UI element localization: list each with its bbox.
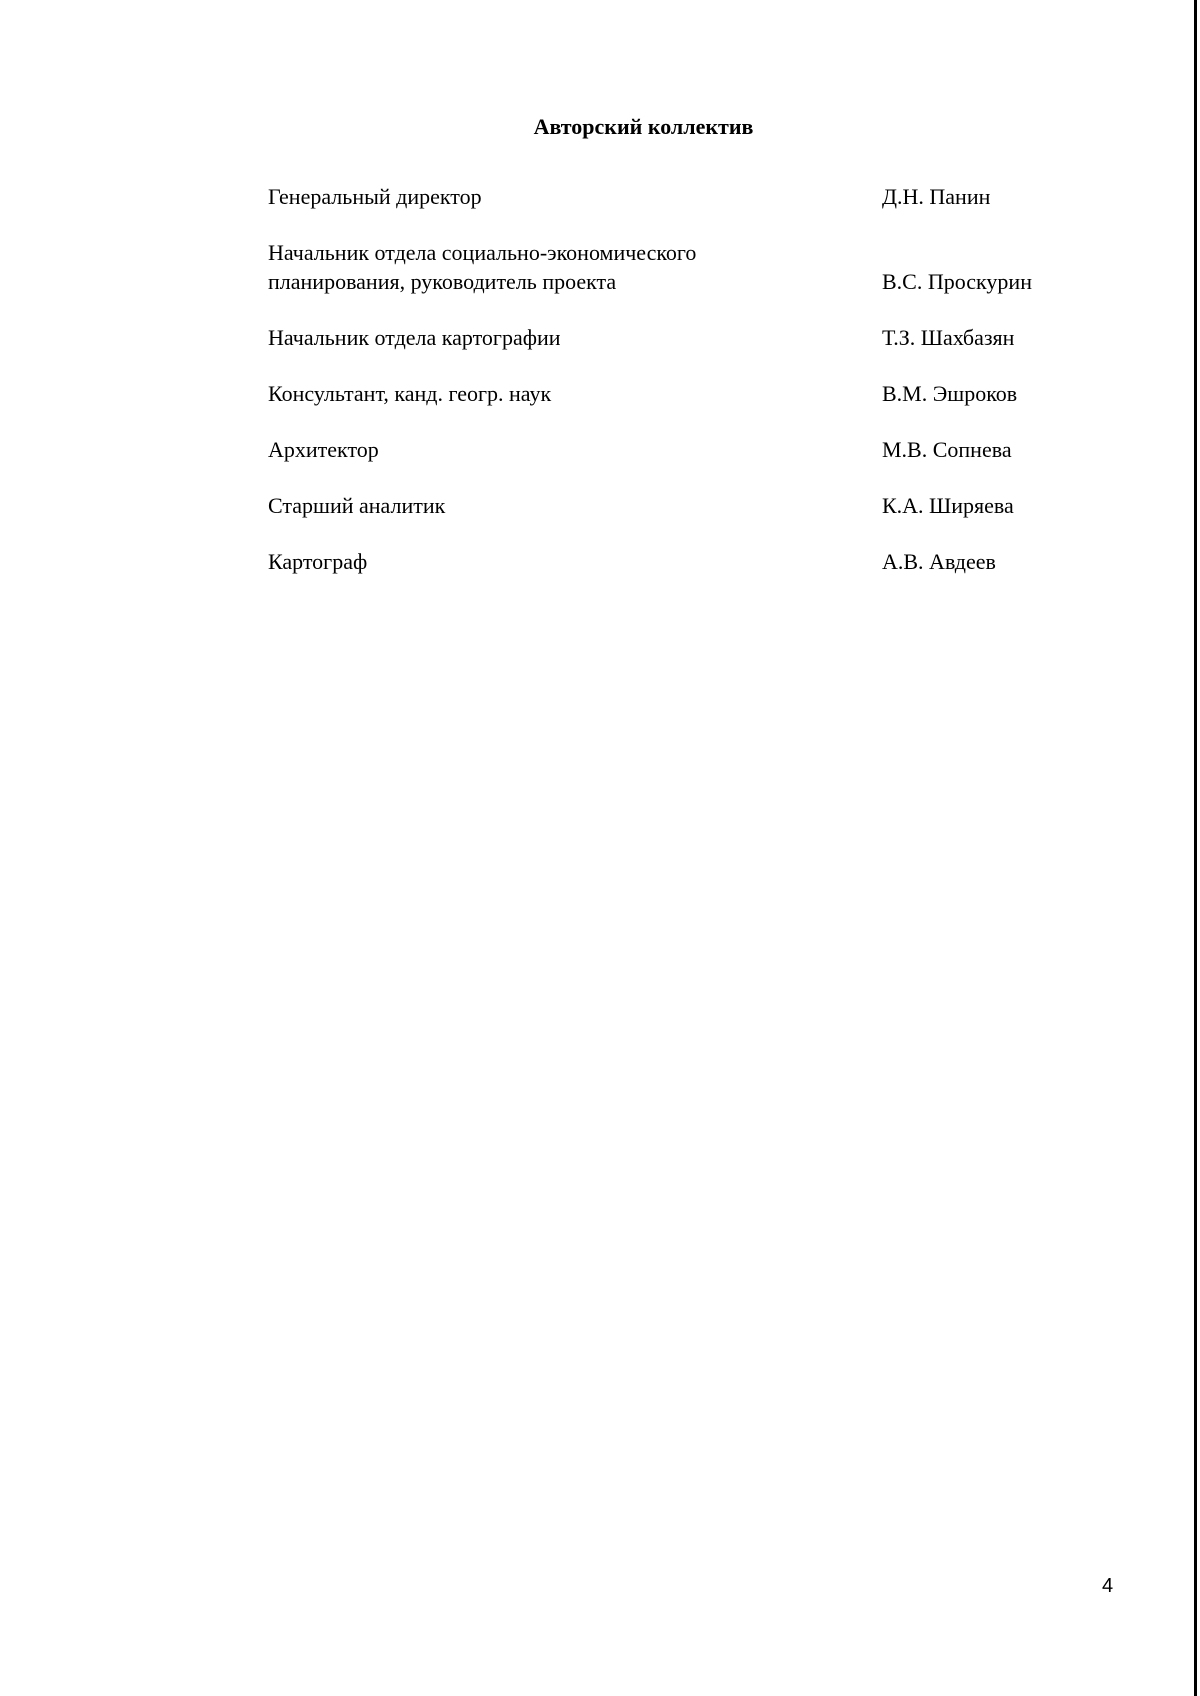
- credit-role: Старший аналитик: [268, 493, 446, 518]
- credit-row: [268, 182, 1068, 211]
- credits-list: [268, 182, 1068, 603]
- credit-person: Д.Н. Панин: [882, 184, 991, 209]
- credit-person: А.В. Авдеев: [882, 549, 996, 574]
- credit-row: [268, 379, 1068, 408]
- credit-role-line-2: планирования, руководитель проекта: [268, 269, 617, 294]
- credit-role: Генеральный директор: [268, 184, 482, 209]
- credit-role-line-1: Начальник отдела социально-экономического: [268, 240, 697, 265]
- credit-row: [268, 238, 1068, 296]
- credit-role: [268, 238, 828, 296]
- credit-person: К.А. Ширяева: [882, 493, 1014, 518]
- page-title: Авторский коллектив: [533, 114, 754, 139]
- credit-role: Консультант, канд. геогр. наук: [268, 381, 552, 406]
- page-number: 4: [1102, 1575, 1114, 1597]
- page-edge: [1194, 0, 1197, 1696]
- credit-row: [268, 547, 1068, 576]
- credit-person: Т.З. Шахбазян: [882, 325, 1015, 350]
- credit-person: В.М. Эшроков: [882, 381, 1018, 406]
- credit-row: [268, 323, 1068, 352]
- credit-role: Архитектор: [268, 437, 379, 462]
- credit-row: [268, 435, 1068, 464]
- credit-row: [268, 491, 1068, 520]
- credit-role: Картограф: [268, 549, 368, 574]
- credit-person: В.С. Проскурин: [882, 269, 1032, 294]
- credit-person: М.В. Сопнева: [882, 437, 1012, 462]
- credit-role: Начальник отдела картографии: [268, 325, 561, 350]
